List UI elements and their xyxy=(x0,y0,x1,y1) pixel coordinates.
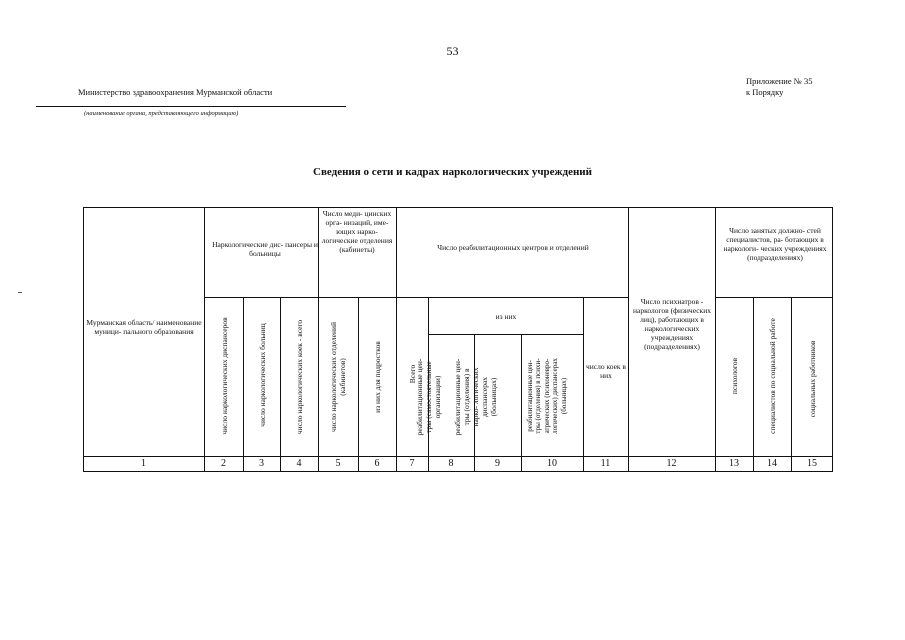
column-number: 9 xyxy=(495,458,500,469)
header-col-8: реабилитационные цен- тры (самостоятельные организации) xyxy=(414,358,442,436)
column-line xyxy=(628,207,629,472)
column-number: 8 xyxy=(448,458,454,469)
column-number: 11 xyxy=(600,458,611,469)
document-title: Сведения о сети и кадрах наркологических учреждений xyxy=(313,166,592,178)
column-number: 6 xyxy=(374,458,380,469)
column-number: 12 xyxy=(666,458,677,469)
header-col-15: социальных работников xyxy=(807,340,817,418)
header-col-3: число наркологических больниц xyxy=(257,323,267,427)
header-region: Мурманская область/ наименование муници- пального образования xyxy=(86,318,202,336)
header-col-9: реабилитационные цен- тры (отделения) в нарко- логических диспансерах (больницах) xyxy=(452,358,498,436)
org-name-underline xyxy=(36,106,346,107)
header-divider xyxy=(396,297,628,298)
header-specialists: Число занятых должно- стей специалистов, ра- ботающих в наркологи- ческих учреждениях (подразделениях) xyxy=(723,226,827,262)
header-med-orgs: Число меди- цинских орга- низаций, име- ющих нарко- логические отделения (кабинеты) xyxy=(321,209,393,254)
ministry-name: Министерство здравоохранения Мурманской области xyxy=(78,87,273,97)
org-name-caption: (наименование органа, представляющего информацию) xyxy=(84,110,239,117)
column-number: 13 xyxy=(729,458,739,469)
column-number: 7 xyxy=(409,458,415,469)
column-line xyxy=(583,297,584,472)
header-col-14: специалистов по социальной работе xyxy=(767,318,777,434)
header-col-5: число наркологических отделений (кабинетов) xyxy=(329,321,347,433)
page-number: 53 xyxy=(446,44,459,58)
appendix-reference xyxy=(746,76,812,98)
column-number: 10 xyxy=(547,458,557,469)
header-of-them: из них xyxy=(495,312,517,321)
column-number: 3 xyxy=(259,458,264,469)
column-number: 15 xyxy=(807,458,817,469)
column-number: 2 xyxy=(221,458,226,469)
header-divider xyxy=(204,297,426,298)
column-number: 1 xyxy=(141,458,146,469)
header-col-6: из них для подростков xyxy=(372,341,382,413)
header-col-13: психологов xyxy=(729,357,739,395)
header-col-11: число коек в них xyxy=(586,362,626,380)
header-dispensaries: Наркологические дис- пансеры и больницы xyxy=(212,240,318,258)
header-col-4: число наркологических коек - всего xyxy=(294,319,304,435)
header-divider xyxy=(428,334,583,335)
header-col-10: реабилитационные цен- тры (отделения) в психи- атрических (психоневро- логических) диспансерах (больницах) xyxy=(525,358,568,434)
appendix-line-1: Приложение № 35 xyxy=(746,76,813,86)
column-number: 4 xyxy=(296,458,302,469)
header-rehab: Число реабилитационных центров и отделений xyxy=(437,243,589,252)
header-col-7: Всего xyxy=(407,364,417,384)
column-number: 14 xyxy=(767,458,777,469)
header-col-2: число наркологических диспансеров xyxy=(219,317,229,435)
header-divider xyxy=(715,297,833,298)
appendix-line-2: к Порядку xyxy=(746,87,784,97)
column-number: 5 xyxy=(335,458,341,469)
header-psychiatrists: Число психиатров - наркологов (физических лиц), работающих в наркологических учреждениях (подразделениях) xyxy=(633,297,711,351)
scan-mark xyxy=(18,292,22,293)
